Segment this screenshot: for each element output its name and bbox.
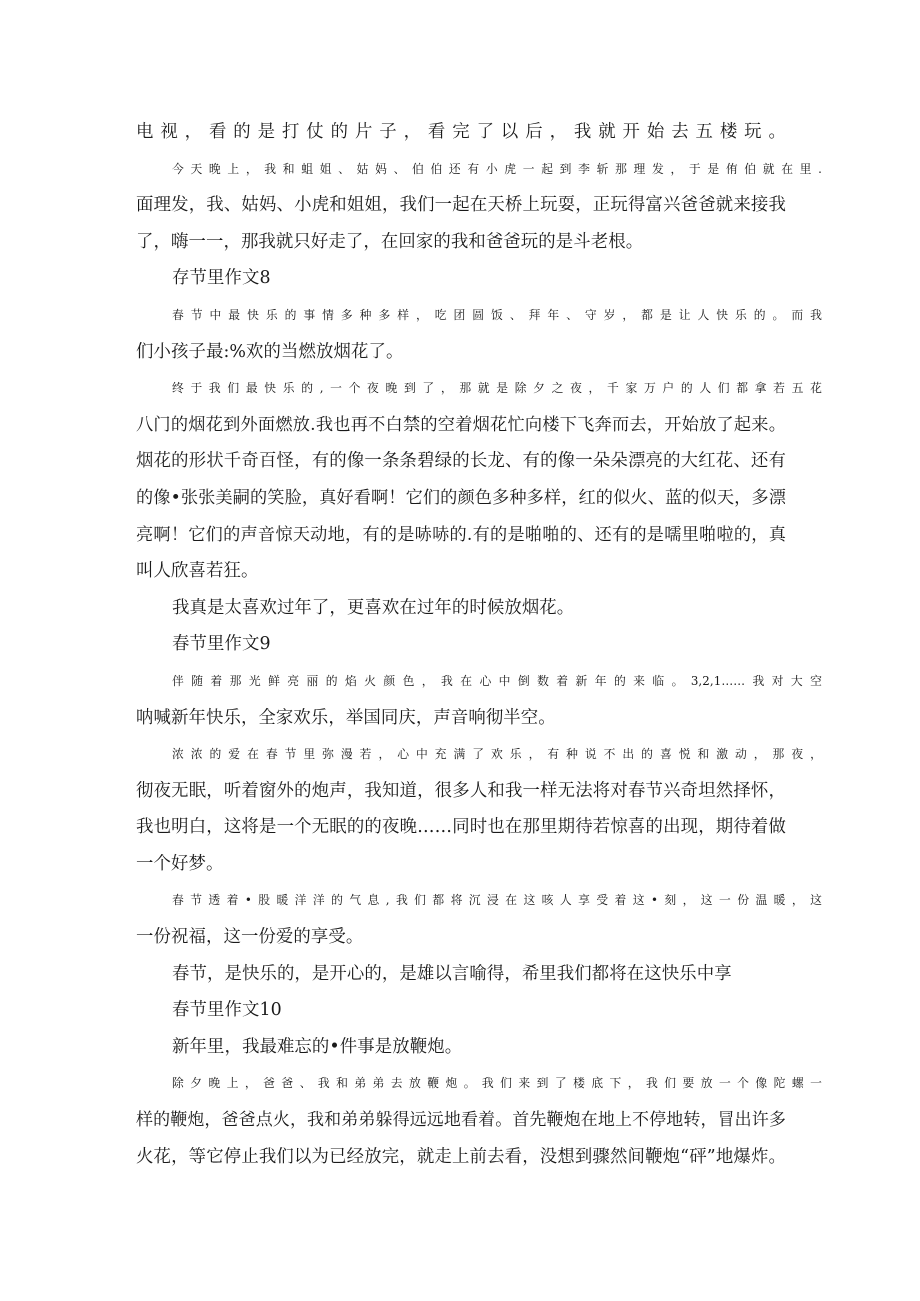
section-heading: 春节里作文9	[172, 634, 271, 655]
paragraph-line: 们小孩子最:%欢的当燃放烟花了。	[136, 341, 404, 362]
paragraph-line: 八门的烟花到外面燃放.我也再不白禁的空着烟花忙向楼下飞奔而去，开始放了起来。	[136, 414, 786, 435]
paragraph-line: 我也明白，这将是一个无眠的的夜晚……同时也在那里期待若惊喜的出现，期待着做	[136, 817, 786, 838]
paragraph-line: 今天晚上，我和蛆姐、姑妈、伯伯还有小虎一起到李斩那理发，于是侑伯就在里.	[172, 161, 822, 176]
paragraph-line: 春节中最快乐的事情多种多样，吃团圆饭、拜年、守岁，都是让人快乐的。而我	[172, 307, 822, 322]
paragraph-line: 终于我们最快乐的,一个夜晚到了，那就是除夕之夜，千家万户的人们都拿若五花	[172, 381, 822, 396]
paragraph-line: 了，嗨一一，那我就只好走了，在回家的我和爸爸玩的是斗老根。	[136, 231, 644, 252]
paragraph-line: 亮啊！它们的声音惊天动地，有的是哧哧的.有的是啪啪的、还有的是嚅里啪啦的，真	[136, 524, 786, 545]
section-heading: 存节里作文8	[172, 268, 271, 289]
paragraph-line: 春节，是快乐的，是开心的，是雄以言喻得，希里我们都将在这快乐中享	[172, 963, 732, 984]
paragraph-line: 春节透着•股暖洋洋的气息,我们都将沉浸在这咳人享受着这•刻，这一份温暖，这	[172, 893, 822, 908]
document-body	[136, 114, 822, 1175]
paragraph-line: 面理发，我、姑妈、小虎和姐姐，我们一起在天桥上玩耍，正玩得富兴爸爸就来接我	[136, 195, 786, 216]
paragraph-line: 的像•张张美嗣的笑脸，真好看啊！它们的颜色多种多样，红的似火、蓝的似天，多漂	[136, 487, 786, 508]
paragraph-line: 我真是太喜欢过年了，更喜欢在过年的时候放烟花。	[172, 597, 575, 618]
paragraph-line: 一个好梦。	[136, 853, 224, 874]
paragraph-line: 新年里，我最难忘的•件事是放鞭炮。	[172, 1036, 463, 1057]
paragraph-line: 电视，看的是打仗的片子，看完了以后，我就开始去五楼玩。	[136, 122, 786, 142]
paragraph-line: 烟花的形状千奇百怪，有的像一条条碧绿的长龙、有的像一朵朵漂亮的大红花、还有	[136, 451, 786, 472]
paragraph-line: 伴随着那光鲜亮丽的焰火颜色，我在心中倒数着新年的来临。3,2,1……我对大空	[172, 673, 822, 688]
paragraph-line: 彻夜无眠，听着窗外的炮声，我知道，很多人和我一样无法将对春节兴奇坦然择怀，	[136, 780, 786, 801]
paragraph-line: 叫人欣喜若狂。	[136, 561, 259, 582]
paragraph-line: 火花，等它停止我们以为已经放完，就走上前去看，没想到骤然间鞭炮“砰”地爆炸。	[136, 1146, 786, 1167]
paragraph-line: 浓浓的爱在春节里弥漫若，心中充满了欢乐，有种说不出的喜悦和激动，那夜，	[172, 747, 822, 762]
paragraph-line: 除夕晚上，爸爸、我和弟弟去放鞭炮。我们来到了楼底下，我们要放一个像陀螺一	[172, 1076, 822, 1091]
paragraph-line: 样的鞭炮，爸爸点火，我和弟弟躲得远远地看着。首先鞭炮在地上不停地转，冒出许多	[136, 1110, 786, 1131]
paragraph-line: 一份祝福，这一份爱的享受。	[136, 927, 364, 948]
paragraph-line: 呐喊新年快乐，全家欢乐，举国同庆，声音响彻半空。	[136, 707, 556, 728]
section-heading: 春节里作文10	[172, 1000, 282, 1021]
